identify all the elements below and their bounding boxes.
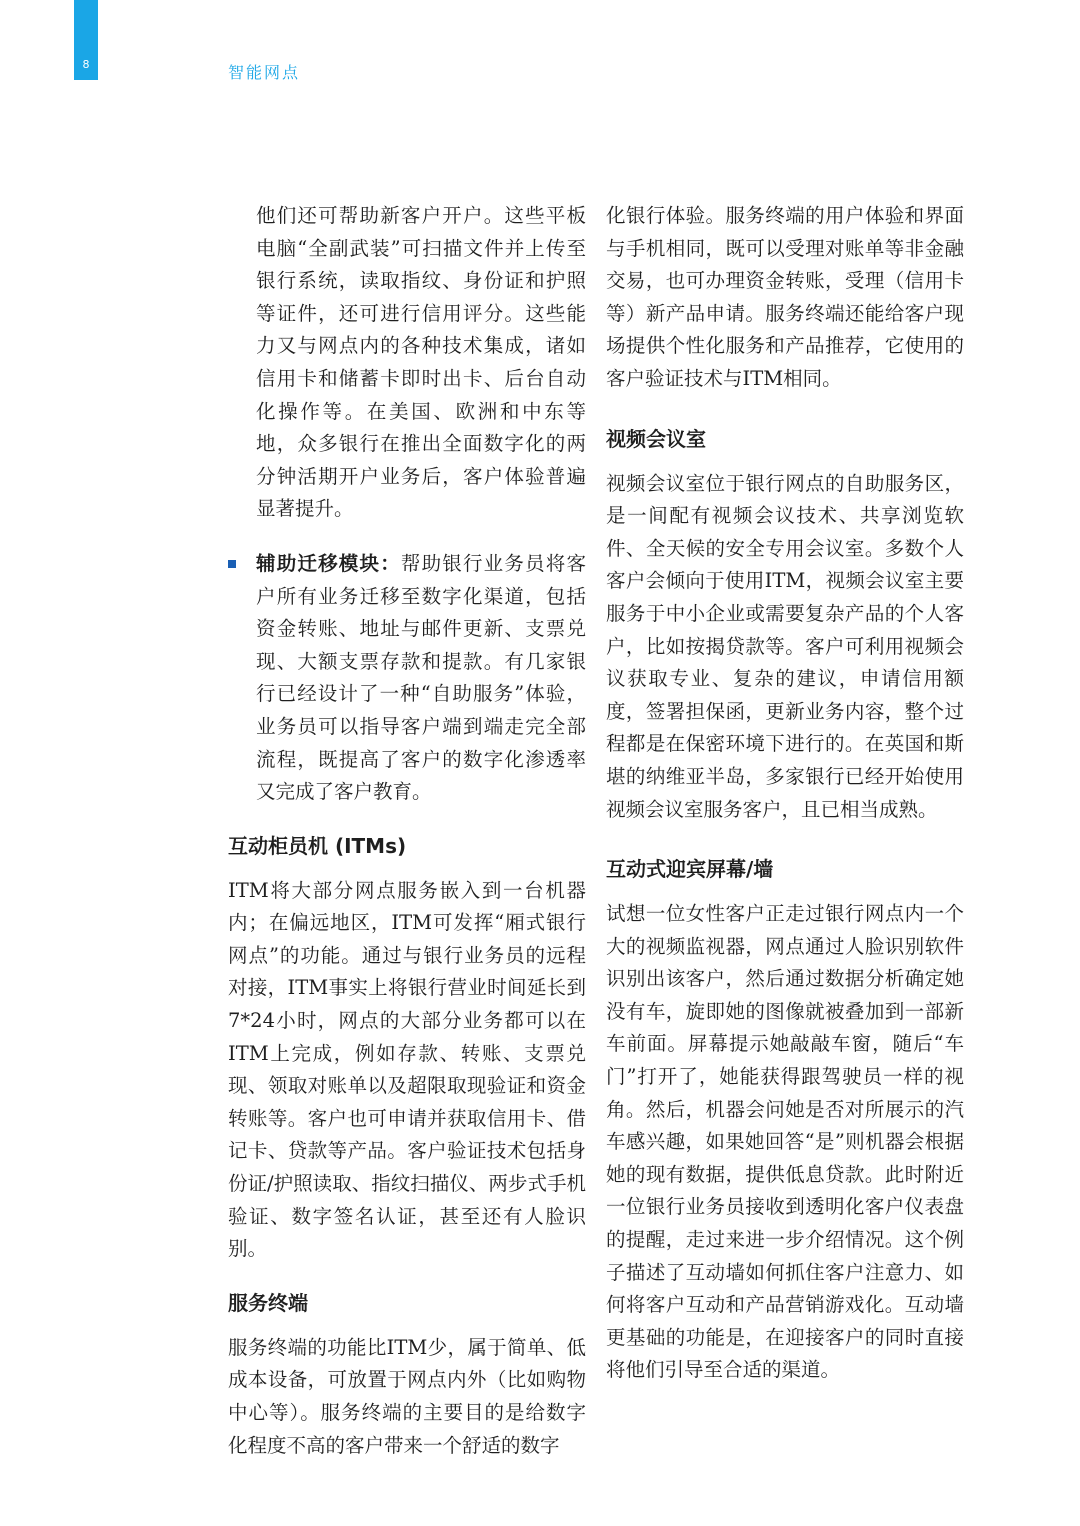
right-column (606, 200, 964, 1387)
left-column (228, 200, 586, 1462)
page-number: 8 (82, 58, 90, 71)
intro-paragraph: 他们还可帮助新客户开户。这些平板电脑“全副武装”可扫描文件并上传至银行系统，读取指纹、身份证和护照等证件，还可进行信用评分。这些能力又与网点内的各种技术集成，诸如信用卡和储蓄卡即时出卡、后台自动化操作等。在美国、欧洲和中东等地，众多银行在推出全面数字化的两分钟活期开户业务后，客户体验普遍显著提升。 (256, 204, 586, 521)
terminal-paragraph: 服务终端的功能比ITM少，属于简单、低成本设备，可放置于网点内外（比如购物中心等）。服务终端的主要目的是给数字化程度不高的客户带来一个舒适的数字 (228, 1335, 586, 1457)
video-heading: 视频会议室 (606, 426, 706, 451)
continued-paragraph: 化银行体验。服务终端的用户体验和界面与手机相同，既可以受理对账单等非金融交易，也可办理资金转账，受理（信用卡等）新产品申请。服务终端还能给客户现场提供个性化服务和产品推荐，它使用的客户验证技术与ITM相同。 (606, 204, 964, 390)
itm-paragraph: ITM将大部分网点服务嵌入到一台机器内；在偏远地区，ITM可发挥“厢式银行网点”的功能。通过与银行业务员的远程对接，ITM事实上将银行营业时间延长到7*24小时，网点的大部分业务都可以在ITM上完成，例如存款、转账、支票兑现、领取对账单以及超限取现验证和资金转账等。客户也可申请并获取信用卡、借记卡、贷款等产品。客户验证技术包括身份证/护照读取、指纹扫描仪、两步式手机验证、数字签名认证，甚至还有人脸识别。 (228, 878, 586, 1261)
running-header-title: 智能网点 (228, 63, 301, 82)
wall-heading: 互动式迎宾屏幕/墙 (606, 857, 774, 882)
bullet-square-icon (228, 560, 236, 568)
bullet-text: 帮助银行业务员将客户所有业务迁移至数字化渠道，包括资金转账、地址与邮件更新、支票兑现、大额支票存款和提款。有几家银行已经设计了一种“自助服务”体验，业务员可以指导客户端到端走完全部流程，既提高了客户的数字化渗透率又完成了客户教育。 (256, 551, 586, 804)
terminal-heading: 服务终端 (228, 1290, 308, 1315)
video-paragraph: 视频会议室位于银行网点的自助服务区，是一间配有视频会议技术、共享浏览软件、全天候的安全专用会议室。多数个人客户会倾向于使用ITM，视频会议室主要服务于中小企业或需要复杂产品的个人客户，比如按揭贷款等。客户可利用视频会议获取专业、复杂的建议，申请信用额度，签署担保函，更新业务内容，整个过程都是在保密环境下进行的。在英国和斯堪的纳维亚半岛，多家银行已经开始使用视频会议室服务客户，且已相当成熟。 (606, 471, 964, 821)
bullet-item (228, 548, 586, 809)
itm-heading: 互动柜员机 (ITMs) (228, 833, 407, 858)
wall-paragraph: 试想一位女性客户正走过银行网点内一个大的视频监视器，网点通过人脸识别软件识别出该客户，然后通过数据分析确定她没有车，旋即她的图像就被叠加到一部新车前面。屏幕提示她敲敲车窗，随后“车门”打开了，她能获得跟驾驶员一样的视角。然后，机器会问她是否对所展示的汽车感兴趣，如果她回答“是”则机器会根据她的现有数据，提供低息贷款。此时附近一位银行业务员接收到透明化客户仪表盘的提醒，走过来进一步介绍情况。这个例子描述了互动墙如何抓住客户注意力、如何将客户互动和产品营销游戏化。互动墙更基础的功能是，在迎接客户的同时直接将他们引导至合适的渠道。 (606, 902, 964, 1382)
bullet-label: 辅助迁移模块： (256, 551, 401, 575)
